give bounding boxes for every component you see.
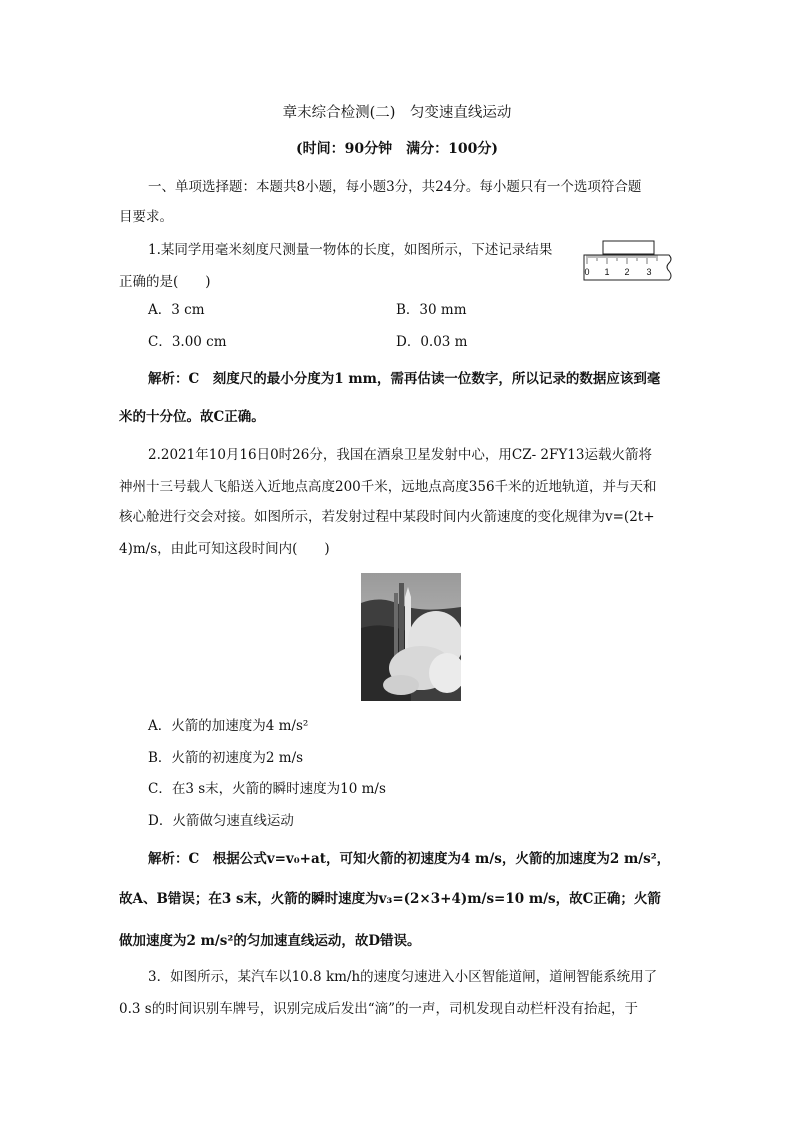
q2-analysis-line-3: 做加速度为2 m/s²的匀加速直线运动，故D错误。	[119, 933, 421, 949]
ruler-label-1: 1	[604, 267, 610, 277]
q1-option-a: A．3 cm	[148, 302, 205, 318]
q2-analysis-line-1: 解析：C 根据公式v=v₀+at，可知火箭的初速度为4 m/s，火箭的加速度为2 m/s²，	[148, 851, 671, 867]
q2-stem-line-4: 4)m/s，由此可知这段时间内( )	[119, 541, 330, 557]
q2-option-c: C．在3 s末，火箭的瞬时速度为10 m/s	[148, 781, 386, 797]
q1-option-b: B．30 mm	[396, 302, 467, 318]
section-heading-line-2: 目要求。	[119, 209, 173, 225]
page-title: 章末综合检测(二) 匀变速直线运动	[282, 105, 512, 121]
ruler-label-0: 0	[584, 267, 590, 277]
q2-option-a: A．火箭的加速度为4 m/s²	[148, 718, 309, 734]
q2-stem-line-3: 核心舱进行交会对接。如图所示，若发射过程中某段时间内火箭速度的变化规律为v=(2t+	[119, 509, 655, 525]
q2-stem-line-1: 2.2021年10月16日0时26分，我国在酒泉卫星发射中心，用CZ- 2FY13运载火箭将	[148, 447, 652, 463]
q3-stem-line-2: 0.3 s的时间识别车牌号，识别完成后发出“滴”的一声，司机发现自动栏杆没有抬起，于	[119, 1001, 638, 1017]
ruler-figure	[583, 240, 674, 284]
exam-info: (时间：90分钟 满分：100分)	[296, 141, 498, 157]
q3-stem-line-1: 3．如图所示，某汽车以10.8 km/h的速度匀速进入小区智能道闸，道闸智能系统用了	[148, 969, 658, 985]
q2-stem-line-2: 神州十三号载人飞船送入近地点高度200千米，远地点高度356千米的近地轨道，并与天和	[119, 479, 657, 495]
measured-object	[603, 241, 654, 254]
q2-analysis-line-2: 故A、B错误；在3 s末，火箭的瞬时速度为v₃=(2×3+4)m/s=10 m/s，故C正确；火箭	[119, 891, 661, 907]
q2-option-b: B．火箭的初速度为2 m/s	[148, 750, 304, 766]
q1-analysis-line-2: 米的十分位。故C正确。	[119, 409, 265, 425]
q1-stem-line-1: 1.某同学用毫米刻度尺测量一物体的长度，如图所示，下述记录结果	[148, 242, 553, 258]
q1-option-d: D．0.03 m	[396, 334, 468, 350]
q2-option-d: D．火箭做匀速直线运动	[148, 813, 294, 829]
q1-analysis-line-1: 解析：C 刻度尺的最小分度为1 mm，需再估读一位数字，所以记录的数据应该到毫	[148, 371, 661, 387]
q1-option-c: C．3.00 cm	[148, 334, 227, 350]
q1-stem-line-2: 正确的是( )	[119, 274, 211, 290]
section-heading-line-1: 一、单项选择题：本题共8小题，每小题3分，共24分。每小题只有一个选项符合题	[148, 179, 642, 195]
ruler-label-2: 2	[624, 267, 630, 277]
ruler-label-3: 3	[646, 267, 652, 277]
rocket-launch-photo	[361, 573, 461, 701]
